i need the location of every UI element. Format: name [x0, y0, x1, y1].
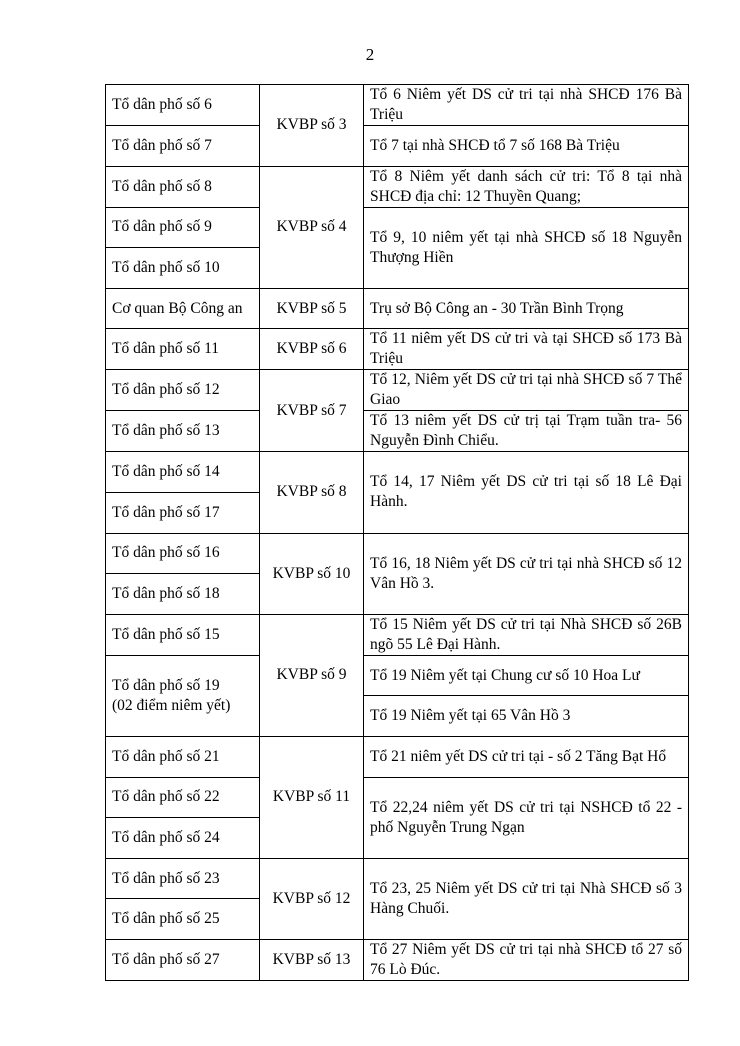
- group-cell: Tổ dân phố số 12: [106, 370, 260, 411]
- area-cell: KVBP số 9: [260, 614, 364, 736]
- location-cell: Trụ sở Bộ Công an - 30 Trần Bình Trọng: [364, 288, 689, 329]
- table-row: [106, 736, 689, 777]
- group-cell: Tổ dân phố số 6: [106, 85, 260, 126]
- location-cell: Tổ 7 tại nhà SHCĐ tổ 7 số 168 Bà Triệu: [364, 126, 689, 167]
- location-cell: Tổ 8 Niêm yết danh sách cử tri: Tổ 8 tại nhà SHCĐ địa chỉ: 12 Thuyền Quang;: [364, 166, 689, 207]
- area-cell: KVBP số 6: [260, 329, 364, 370]
- area-cell: KVBP số 12: [260, 858, 364, 939]
- table-row: [106, 288, 689, 329]
- location-cell: Tổ 12, Niêm yết DS cử tri tại nhà SHCĐ số 7 Thể Giao: [364, 370, 689, 411]
- group-note: (02 điểm niêm yết): [112, 696, 231, 714]
- group-cell: Tổ dân phố số 9: [106, 207, 260, 248]
- location-cell: Tổ 14, 17 Niêm yết DS cử tri tại số 18 Lê Đại Hành.: [364, 452, 689, 533]
- page-number: 2: [365, 45, 375, 64]
- area-cell: KVBP số 8: [260, 452, 364, 533]
- group-cell: Tổ dân phố số 11: [106, 329, 260, 370]
- table-row: [106, 411, 689, 452]
- voter-list-table: [105, 84, 689, 981]
- group-cell: Tổ dân phố số 10: [106, 248, 260, 289]
- table-row: [106, 329, 689, 370]
- table-row: [106, 777, 689, 818]
- location-cell: Tổ 9, 10 niêm yết tại nhà SHCĐ số 18 Nguyễn Thượng Hiền: [364, 207, 689, 288]
- group-cell: Tổ dân phố số 24: [106, 818, 260, 859]
- location-cell: Tổ 19 Niêm yết tại Chung cư số 10 Hoa Lư: [364, 655, 689, 696]
- area-cell: KVBP số 11: [260, 736, 364, 858]
- table-row: [106, 939, 689, 980]
- location-cell: Tổ 16, 18 Niêm yết DS cử tri tại nhà SHCĐ số 12 Vân Hồ 3.: [364, 533, 689, 614]
- table-row: [106, 614, 689, 655]
- area-cell: KVBP số 5: [260, 288, 364, 329]
- location-cell: Tổ 13 niêm yết DS cử trị tại Trạm tuần tra- 56 Nguyễn Đình Chiểu.: [364, 411, 689, 452]
- table-row: [106, 655, 689, 696]
- table-row: [106, 85, 689, 126]
- group-cell: [106, 655, 260, 736]
- area-cell: KVBP số 10: [260, 533, 364, 614]
- location-cell: Tổ 27 Niêm yết DS cử tri tại nhà SHCĐ tổ 27 số 76 Lò Đúc.: [364, 939, 689, 980]
- location-cell: Tổ 15 Niêm yết DS cử tri tại Nhà SHCĐ số 26B ngõ 55 Lê Đại Hành.: [364, 614, 689, 655]
- group-cell: Tổ dân phố số 27: [106, 939, 260, 980]
- group-cell: Tổ dân phố số 17: [106, 492, 260, 533]
- location-cell: Tổ 11 niêm yết DS cử tri và tại SHCĐ số 173 Bà Triệu: [364, 329, 689, 370]
- table-row: [106, 126, 689, 167]
- area-cell: KVBP số 7: [260, 370, 364, 452]
- table-row: [106, 452, 689, 493]
- group-cell: Tổ dân phố số 25: [106, 899, 260, 940]
- group-cell: Tổ dân phố số 8: [106, 166, 260, 207]
- group-cell: Tổ dân phố số 13: [106, 411, 260, 452]
- group-name: Tổ dân phố số 19: [112, 676, 220, 694]
- group-cell: Tổ dân phố số 16: [106, 533, 260, 574]
- table-row: [106, 207, 689, 248]
- group-cell: Tổ dân phố số 21: [106, 736, 260, 777]
- group-cell: Tổ dân phố số 18: [106, 574, 260, 615]
- table-row: [106, 858, 689, 899]
- location-cell: Tổ 23, 25 Niêm yết DS cử tri tại Nhà SHCĐ số 3 Hàng Chuối.: [364, 858, 689, 939]
- location-cell: Tổ 21 niêm yết DS cử tri tại - số 2 Tăng Bạt Hổ: [364, 736, 689, 777]
- location-cell: Tổ 19 Niêm yết tại 65 Vân Hồ 3: [364, 696, 689, 737]
- area-cell: KVBP số 3: [260, 85, 364, 167]
- group-cell: Tổ dân phố số 14: [106, 452, 260, 493]
- group-cell: Tổ dân phố số 15: [106, 614, 260, 655]
- group-cell: Cơ quan Bộ Công an: [106, 288, 260, 329]
- area-cell: KVBP số 13: [260, 939, 364, 980]
- area-cell: KVBP số 4: [260, 166, 364, 288]
- location-cell: Tổ 6 Niêm yết DS cử tri tại nhà SHCĐ 176 Bà Triệu: [364, 85, 689, 126]
- table-row: [106, 370, 689, 411]
- table-row: [106, 166, 689, 207]
- group-cell: Tổ dân phố số 7: [106, 126, 260, 167]
- table-row: [106, 533, 689, 574]
- group-cell: Tổ dân phố số 22: [106, 777, 260, 818]
- group-cell: Tổ dân phố số 23: [106, 858, 260, 899]
- location-cell: Tổ 22,24 niêm yết DS cử tri tại NSHCĐ tổ 22 - phố Nguyễn Trung Ngạn: [364, 777, 689, 858]
